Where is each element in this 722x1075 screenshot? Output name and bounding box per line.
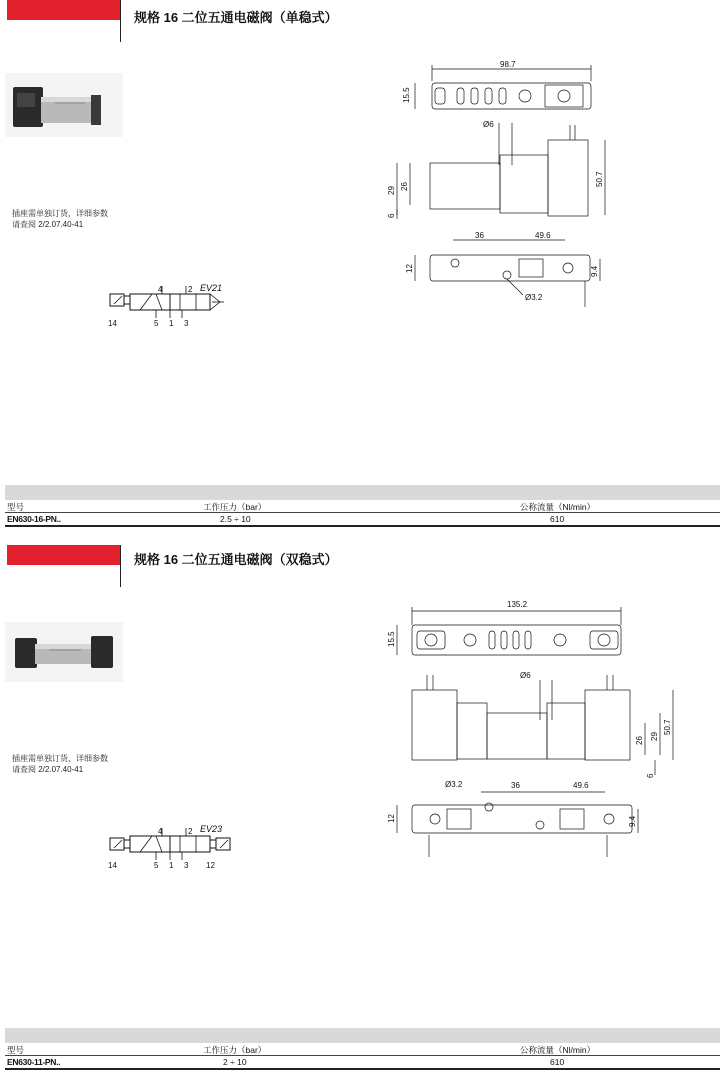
section-2-title: 规格 16 二位五通电磁阀（双稳式） <box>134 552 338 567</box>
section-1-title: 规格 16 二位五通电磁阀（单稳式） <box>134 10 338 25</box>
port-1-label: 1 <box>169 861 174 870</box>
section-1-valve-symbol <box>100 282 230 330</box>
port-4-label: 4 <box>158 285 163 294</box>
port-3-label: 3 <box>184 319 189 328</box>
section-2-valve-symbol <box>100 824 240 872</box>
row-pressure: 2 ÷ 10 <box>223 1057 247 1067</box>
dim-h6: 6 <box>646 773 655 778</box>
note-line-2: 请查阅 2/2.07.40-41 <box>12 220 84 229</box>
port-2-label: 2 <box>188 827 193 836</box>
dim-s36: 36 <box>511 781 520 790</box>
dim-h507: 50.7 <box>595 171 604 187</box>
dim-pin: Ø6 <box>483 120 494 129</box>
dim-w12: 12 <box>387 814 396 823</box>
dim-hole: Ø3.2 <box>525 293 543 302</box>
port-1-label: 1 <box>169 319 174 328</box>
dim-hole: Ø3.2 <box>445 780 463 789</box>
section-2-red-tab <box>7 545 120 565</box>
port-3-label: 3 <box>184 861 189 870</box>
section-2-dimension-drawing <box>385 595 685 865</box>
note-line-1: 插座需单独订货，详细参数 <box>12 754 108 763</box>
symbol-code: EV23 <box>200 824 223 834</box>
dim-s36: 36 <box>475 231 484 240</box>
row-model: EN630-11-PN.. <box>7 1057 61 1067</box>
port-14-label: 14 <box>108 861 117 870</box>
header-pressure: 工作压力（bar） <box>203 502 267 512</box>
dim-h507: 50.7 <box>663 719 672 735</box>
row-flow: 610 <box>550 514 565 524</box>
port-5-label: 5 <box>154 319 159 328</box>
port-14-label: 14 <box>108 319 117 328</box>
section-1-table-bar <box>5 485 720 500</box>
port-12-label: 12 <box>206 861 215 870</box>
section-2-divider <box>120 545 121 587</box>
dim-h6: 6 <box>387 213 396 218</box>
section-2-table-row <box>5 1056 720 1070</box>
port-4-label: 4 <box>158 827 163 836</box>
note-line-2: 请查阅 2/2.07.40-41 <box>12 765 84 774</box>
dim-w12: 12 <box>405 264 414 273</box>
row-flow: 610 <box>550 1057 565 1067</box>
symbol-code: EV21 <box>200 283 223 293</box>
section-1-table-row <box>5 513 720 527</box>
header-pressure: 工作压力（bar） <box>203 1045 267 1055</box>
section-1-note <box>12 208 172 230</box>
dim-s496: 49.6 <box>535 231 551 240</box>
section-2-product-photo <box>5 622 123 682</box>
section-1-divider <box>120 0 121 42</box>
header-model: 型号 <box>7 502 25 512</box>
dim-h1: 15.5 <box>402 87 411 103</box>
dim-h26: 26 <box>635 736 644 745</box>
section-1-table-header <box>5 500 720 513</box>
header-flow: 公称流量（Nl/min） <box>520 502 596 512</box>
row-model: EN630-16-PN.. <box>7 514 61 524</box>
section-2-table-bar <box>5 1028 720 1043</box>
dim-w94: 9.4 <box>590 265 599 277</box>
section-1-dimension-drawing <box>385 55 615 315</box>
dim-s496: 49.6 <box>573 781 589 790</box>
section-2-table-header <box>5 1043 720 1056</box>
port-5-label: 5 <box>154 861 159 870</box>
header-flow: 公称流量（Nl/min） <box>520 1045 596 1055</box>
section-2-note <box>12 753 172 775</box>
section-1-product-photo <box>5 73 123 137</box>
dim-w94: 9.4 <box>628 815 637 827</box>
section-1-red-tab <box>7 0 120 20</box>
dim-length: 98.7 <box>500 60 516 69</box>
dim-h26: 26 <box>400 182 409 191</box>
dim-h29: 29 <box>650 732 659 741</box>
dim-h29: 29 <box>387 186 396 195</box>
header-model: 型号 <box>7 1045 25 1055</box>
port-2-label: 2 <box>188 285 193 294</box>
dim-pin: Ø6 <box>520 671 531 680</box>
dim-length: 135.2 <box>507 600 528 609</box>
dim-h1: 15.5 <box>387 631 396 647</box>
row-pressure: 2.5 ÷ 10 <box>220 514 251 524</box>
note-line-1: 插座需单独订货，详细参数 <box>12 209 108 218</box>
